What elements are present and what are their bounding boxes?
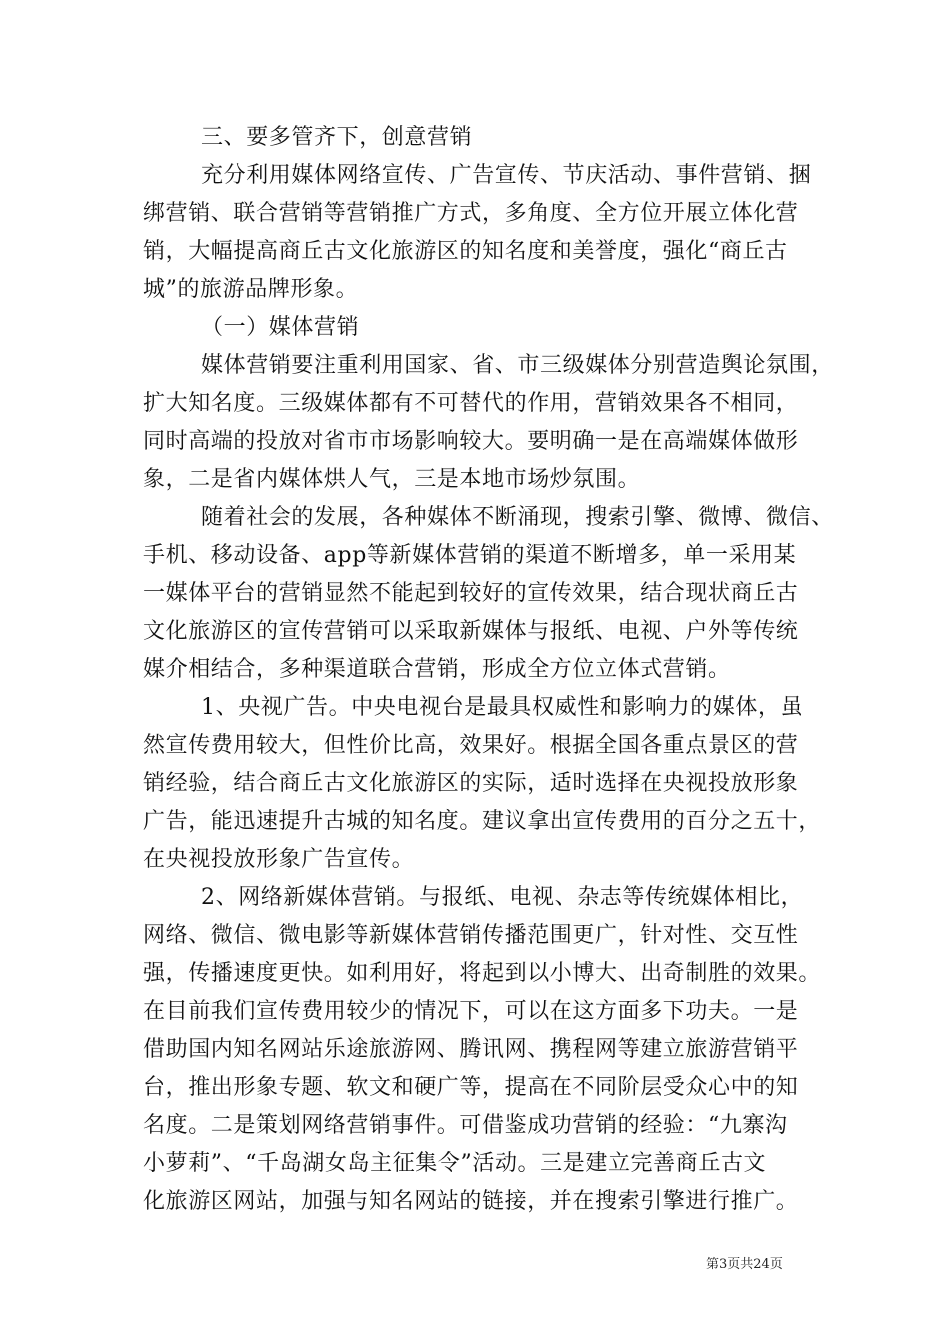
paragraph-line: 随着社会的发展，各种媒体不断涌现，搜索引擎、微博、微信、 — [201, 505, 834, 530]
paragraph-line: 2、网络新媒体营销。与报纸、电视、杂志等传统媒体相比， — [201, 885, 804, 910]
paragraph-line: 一媒体平台的营销显然不能起到较好的宣传效果，结合现状商丘古 — [143, 581, 799, 606]
paragraph-line: 手机、移动设备、app等新媒体营销的渠道不断增多，单一采用某 — [143, 543, 797, 568]
paragraph-line: 在央视投放形象广告宣传。 — [143, 847, 415, 872]
paragraph-line: 化旅游区网站，加强与知名网站的链接，并在搜索引擎进行推广。 — [143, 1189, 799, 1214]
paragraph-line: 在目前我们宣传费用较少的情况下，可以在这方面多下功夫。一是 — [143, 999, 799, 1024]
paragraph-line: 销，大幅提高商丘古文化旅游区的知名度和美誉度，强化“商丘古 — [143, 239, 788, 264]
paragraph-line: 象，二是省内媒体烘人气，三是本地市场炒氛围。 — [143, 467, 641, 492]
paragraph-line: 强，传播速度更快。如利用好，将起到以小博大、出奇制胜的效果。 — [143, 961, 822, 986]
paragraph-line: 台，推出形象专题、软文和硬广等，提高在不同阶层受众心中的知 — [143, 1075, 799, 1100]
paragraph-line: 文化旅游区的宣传营销可以采取新媒体与报纸、电视、户外等传统 — [143, 619, 799, 644]
paragraph-line: 小萝莉”、“千岛湖女岛主征集令”活动。三是建立完善商丘古文 — [143, 1151, 767, 1176]
paragraph-line: 网络、微信、微电影等新媒体营销传播范围更广，针对性、交互性 — [143, 923, 799, 948]
paragraph-line: 广告，能迅速提升古城的知名度。建议拿出宣传费用的百分之五十， — [143, 809, 822, 834]
paragraph-line: 城”的旅游品牌形象。 — [143, 277, 359, 302]
paragraph-line: 媒介相结合，多种渠道联合营销，形成全方位立体式营销。 — [143, 657, 731, 682]
paragraph-line: 名度。二是策划网络营销事件。可借鉴成功营销的经验：“九寨沟 — [143, 1113, 788, 1138]
paragraph-line: 1、央视广告。中央电视台是最具权威性和影响力的媒体，虽 — [201, 695, 804, 720]
paragraph-line: 同时高端的投放对省市市场影响较大。要明确一是在高端媒体做形 — [143, 429, 799, 454]
paragraph-line: 绑营销、联合营销等营销推广方式，多角度、全方位开展立体化营 — [143, 201, 799, 226]
paragraph-line: 借助国内知名网站乐途旅游网、腾讯网、携程网等建立旅游营销平 — [143, 1037, 799, 1062]
page-number: 第3页共24页 — [706, 1257, 783, 1272]
section-heading: 三、要多管齐下，创意营销 — [201, 125, 473, 150]
paragraph-line: 销经验，结合商丘古文化旅游区的实际，适时选择在央视投放形象 — [143, 771, 799, 796]
paragraph-line: 媒体营销要注重利用国家、省、市三级媒体分别营造舆论氛围， — [201, 353, 834, 378]
paragraph-line: 扩大知名度。三级媒体都有不可替代的作用，营销效果各不相同， — [143, 391, 799, 416]
paragraph-line: 然宣传费用较大，但性价比高，效果好。根据全国各重点景区的营 — [143, 733, 799, 758]
subheading: （一）媒体营销 — [201, 315, 360, 340]
paragraph-line: 充分利用媒体网络宣传、广告宣传、节庆活动、事件营销、捆 — [201, 163, 812, 188]
